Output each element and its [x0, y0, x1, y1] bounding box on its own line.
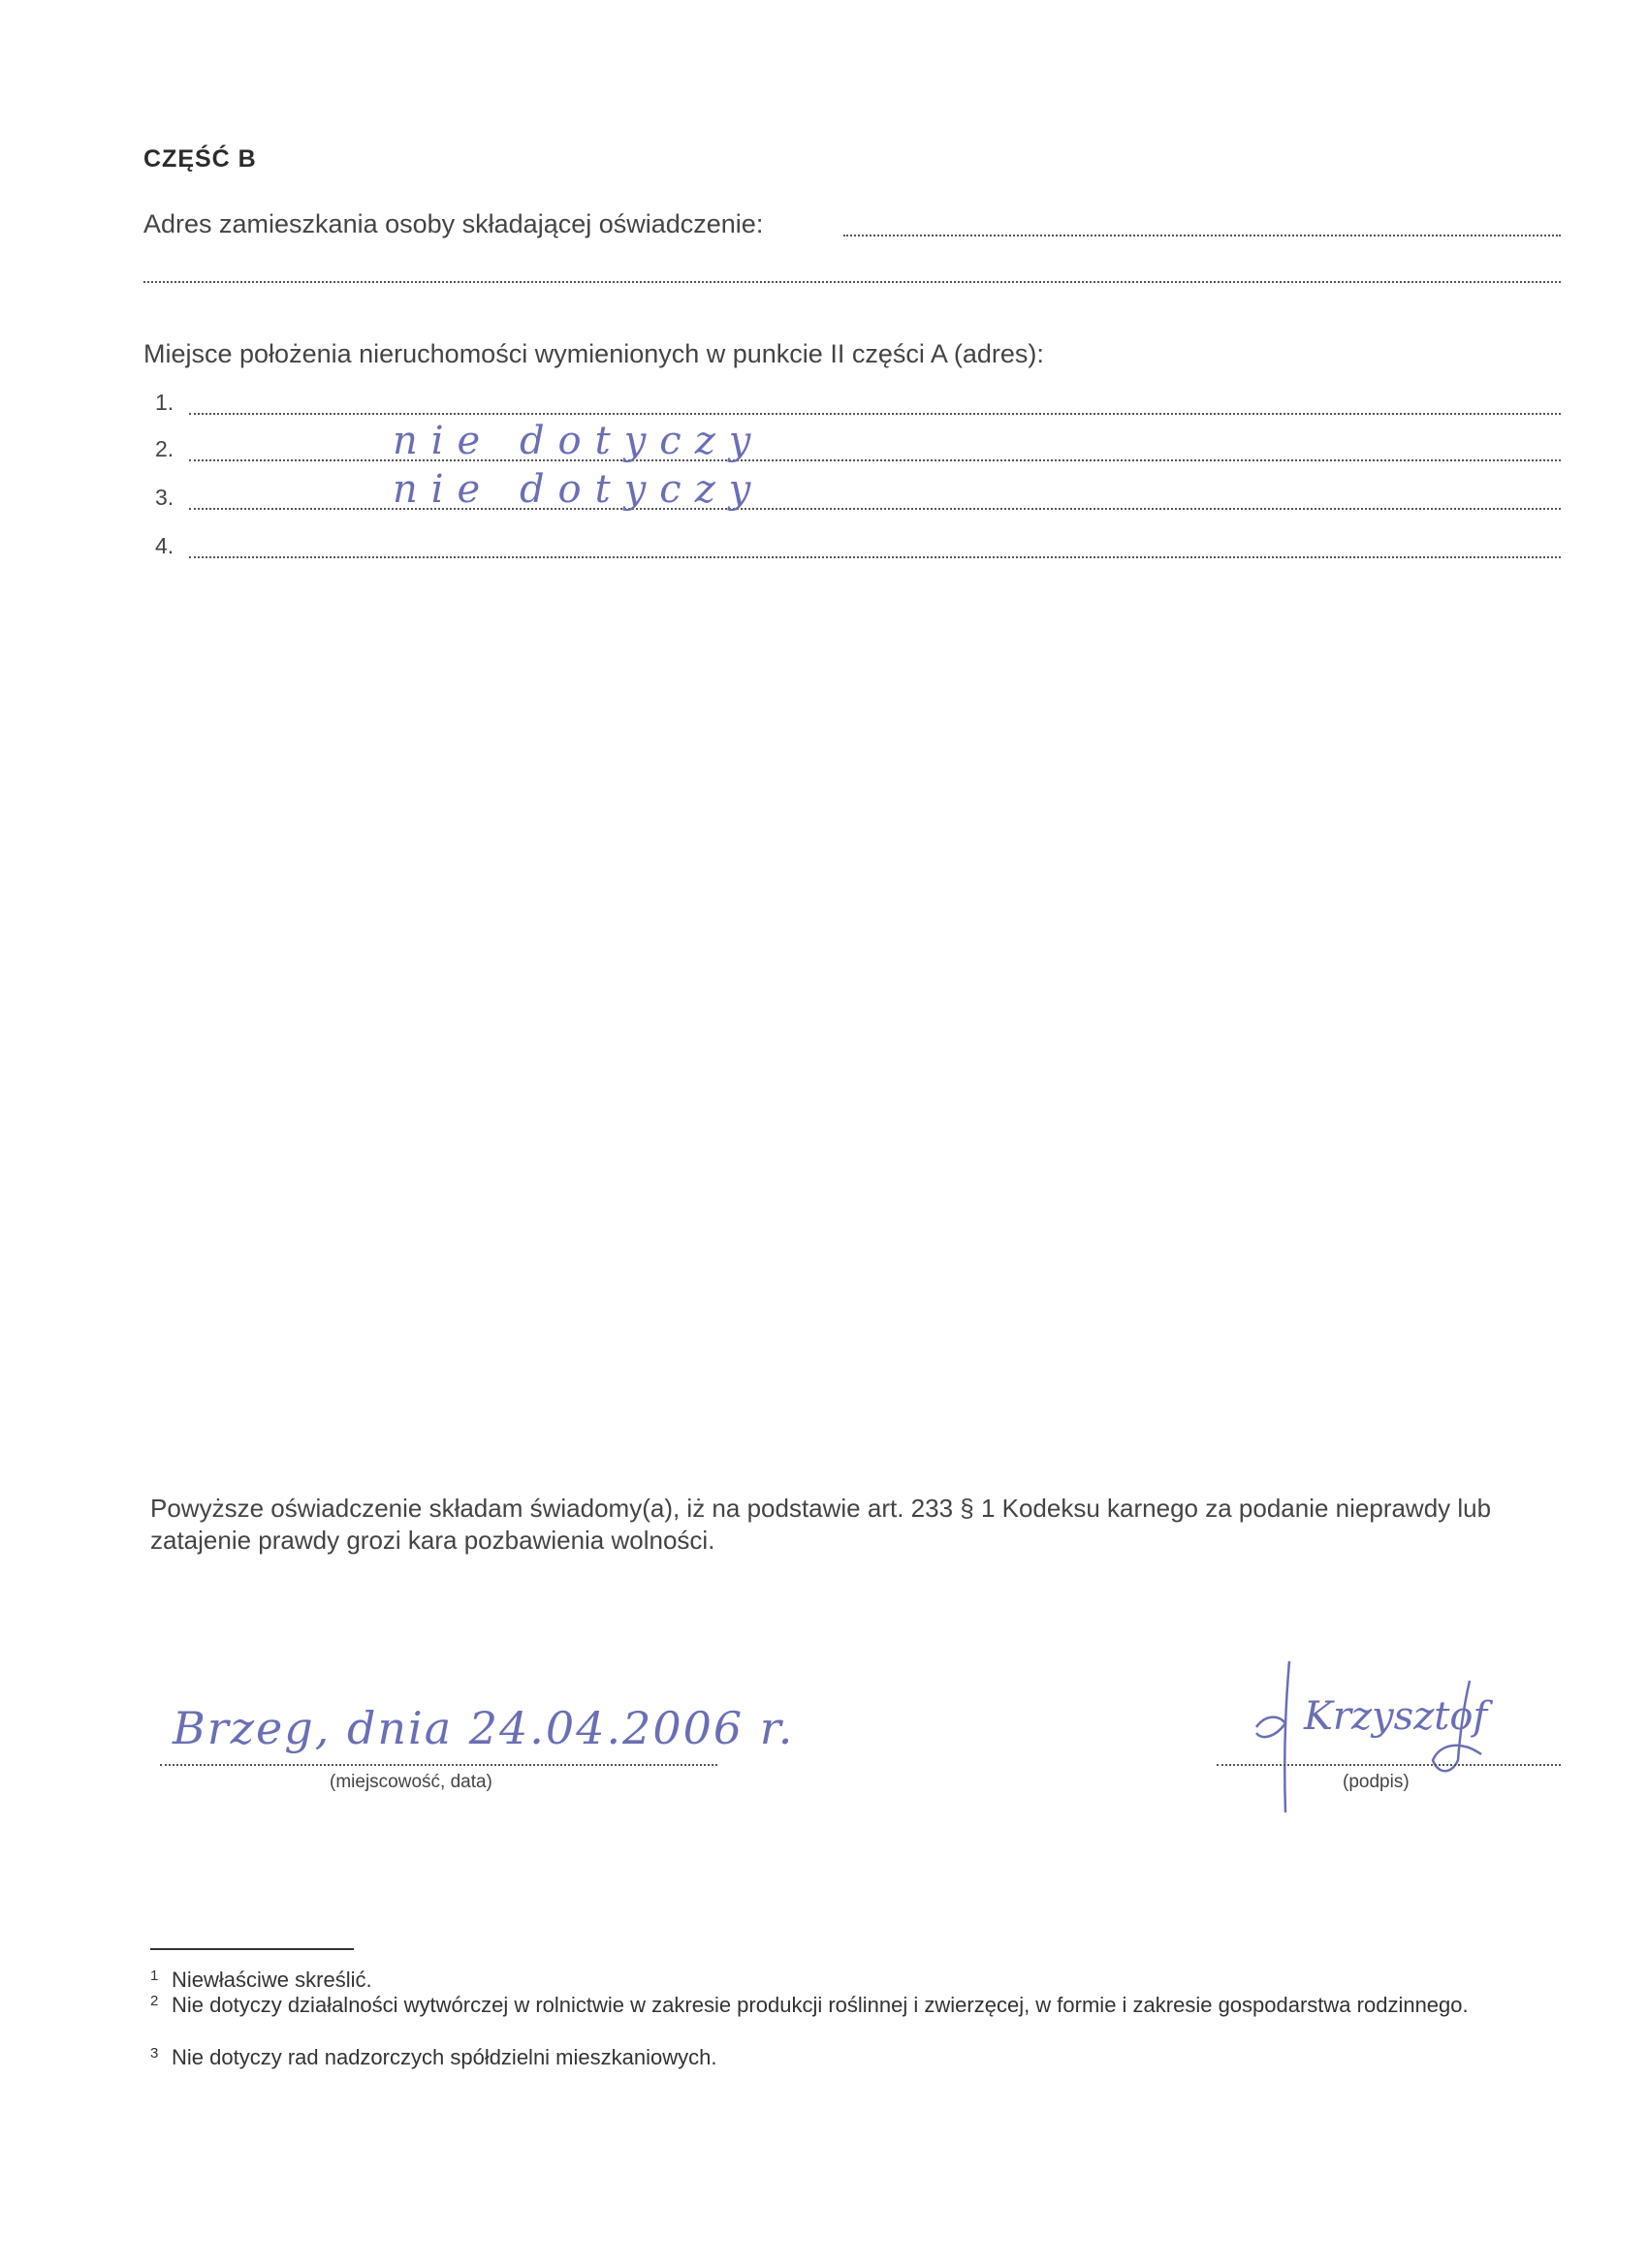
- signature-handwritten: Krzysztof: [1304, 1694, 1488, 1739]
- property-item-number: 1.: [155, 390, 174, 415]
- handwritten-entry-3: nie dotyczy: [393, 467, 765, 512]
- property-item-number: 3.: [155, 485, 174, 510]
- place-date-dotted-line[interactable]: [160, 1764, 717, 1766]
- section-title: CZĘŚĆ B: [143, 145, 257, 173]
- property-item-number: 2.: [155, 436, 174, 461]
- footnote-mark: 3: [150, 2045, 159, 2062]
- footnote-text: Nie dotyczy rad nadzorczych spółdzielni mieszkaniowych.: [172, 2045, 717, 2069]
- handwritten-place-date: Brzeg, dnia 24.04.2006 r.: [173, 1702, 795, 1754]
- address-dotted-line-2[interactable]: [143, 281, 1561, 283]
- footnote-text: Nie dotyczy działalności wytwórczej w rolnictwie w zakresie produkcji roślinnej i zwierzęcej, w formie i zakresie gospodarstwa rodzinnego.: [172, 1993, 1469, 2017]
- address-dotted-line-1[interactable]: [843, 235, 1561, 236]
- property-label: Miejsce położenia nieruchomości wymienionych w punkcie II części A (adres):: [143, 339, 1044, 368]
- legal-statement: Powyższe oświadczenie składam świadomy(a), iż na podstawie art. 233 § 1 Kodeksu karnego za podanie nieprawdy lub zatajenie prawdy grozi kara pozbawienia wolności.: [150, 1494, 1492, 1555]
- footnote-divider: [150, 1948, 354, 1950]
- footnote-mark: 2: [150, 1993, 159, 2009]
- footnote-1: [150, 1968, 1566, 1993]
- address-label: Adres zamieszkania osoby składającej oświadczenie:: [143, 209, 764, 238]
- signature-caption: (podpis): [1343, 1772, 1410, 1792]
- footnote-text: Niewłaściwe skreślić.: [172, 1968, 372, 1992]
- place-date-caption: (miejscowość, data): [330, 1772, 492, 1792]
- signature-dotted-line[interactable]: [1217, 1764, 1561, 1766]
- footnote-2: [150, 1993, 1566, 2018]
- property-item-number: 4.: [155, 533, 174, 558]
- property-item-line-4[interactable]: [189, 556, 1561, 558]
- handwritten-entry-2: nie dotyczy: [393, 419, 765, 463]
- footnote-mark: 1: [150, 1968, 159, 1984]
- property-item-line-1[interactable]: [189, 413, 1561, 415]
- footnote-3: [150, 2045, 1566, 2070]
